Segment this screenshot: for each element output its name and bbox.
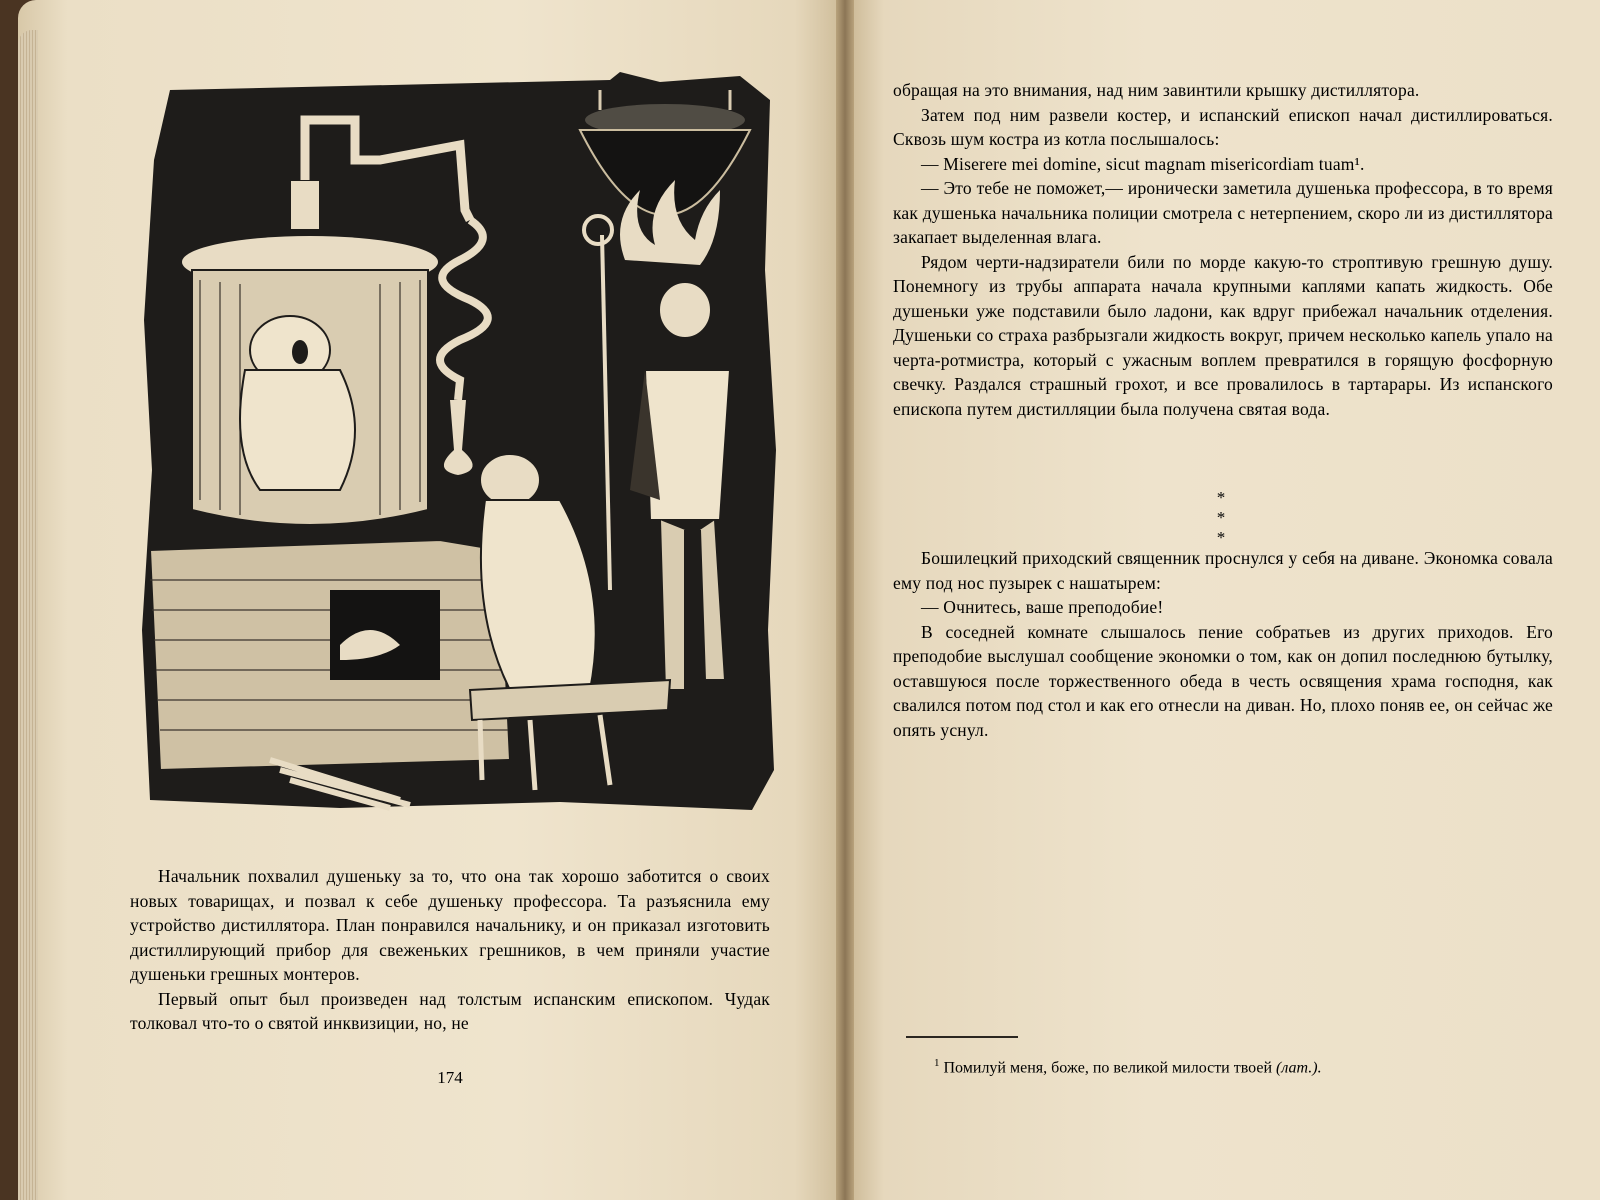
distiller-illustration [140,70,780,818]
latin-quote: — Miserere mei domine, sicut magnam misericordiam tuam¹. [921,153,1365,174]
book-gutter [836,0,854,1200]
section-break [1190,488,1280,547]
footnote-note: (лат.). [1276,1059,1322,1077]
right-page-text-bottom [893,546,1553,742]
right-paragraph-7: — Очнитесь, ваше преподобие! [921,597,1164,617]
footnote-marker: 1 [934,1057,940,1069]
right-paragraph-6: Бошилецкий приходский священник проснулся у себя на диване. Экономка совала ему под нос пузырек с нашатырем: [893,548,1553,593]
page-number: 174 [437,1068,463,1087]
footnote [934,1052,1534,1079]
footnote-text: Помилуй меня, боже, по великой милости твоей [943,1059,1273,1077]
right-paragraph-continuation: обращая на это внимания, над ним завинтили крышку дистиллятора. [893,80,1420,100]
right-paragraph-8: В соседней комнате слышалось пение собратьев из других приходов. Его преподобие выслушал сообщение экономки о том, как он допил последнюю бутылку, оставшуюся после торжественного обеда в честь освящения храма господня, как свалился потом под стол и как его отнесли на диван. Но, плохо поняв ее, он сейчас же опять уснул. [893,621,1553,740]
left-paragraph-2: Первый опыт был произведен над толстым испанским епископом. Чудак толковал что-то о святой инквизиции, но, не [130,988,770,1033]
left-paragraph-1: Начальник похвалил душеньку за то, что она так хорошо заботится о своих новых товарищах, и позвал к себе душеньку профессора. Та разъяснила ему устройство дистиллятора. План понравился начальнику, и он приказал изготовить дистиллирующий прибор для свеженьких грешников, в чем приняли участие душеньки грешных монтеров. [130,866,770,984]
section-break-top: * * [1216,488,1254,527]
right-paragraph-4: — Это тебе не поможет,— иронически заметила душенька профессора, в то время как душенька начальника полиции смотрела с нетерпением, скоро ли из дистиллятора закапает выделенная влага. [893,178,1553,247]
left-page-text [130,864,770,1036]
right-paragraph-5: Рядом черти-надзиратели били по морде какую-то строптивую грешную душу. Понемногу из трубы аппарата начала крупными каплями капать жидкость. Обе душеньки уже подставили было ладони, как вдруг прибежал начальник отделения. Душеньки со страха разбрызгали жидкость вокруг, причем несколько капель упало на черта-ротмистра, который с ужасным воплем превратился в горящую фосфорную свечку. Раздался страшный грохот, и все провалилось в тартарары. Из испанского епископа путем дистилляции была получена святая вода. [893,251,1553,419]
footnote-rule [906,1036,1018,1038]
right-paragraph-2: Затем под ним развели костер, и испанский епископ начал дистиллироваться. Сквозь шум костра из котла послышалось: [893,104,1553,149]
page-edge-stack [18,30,38,1200]
right-page-text-top [893,78,1553,421]
section-break-bottom: * [1216,528,1254,547]
